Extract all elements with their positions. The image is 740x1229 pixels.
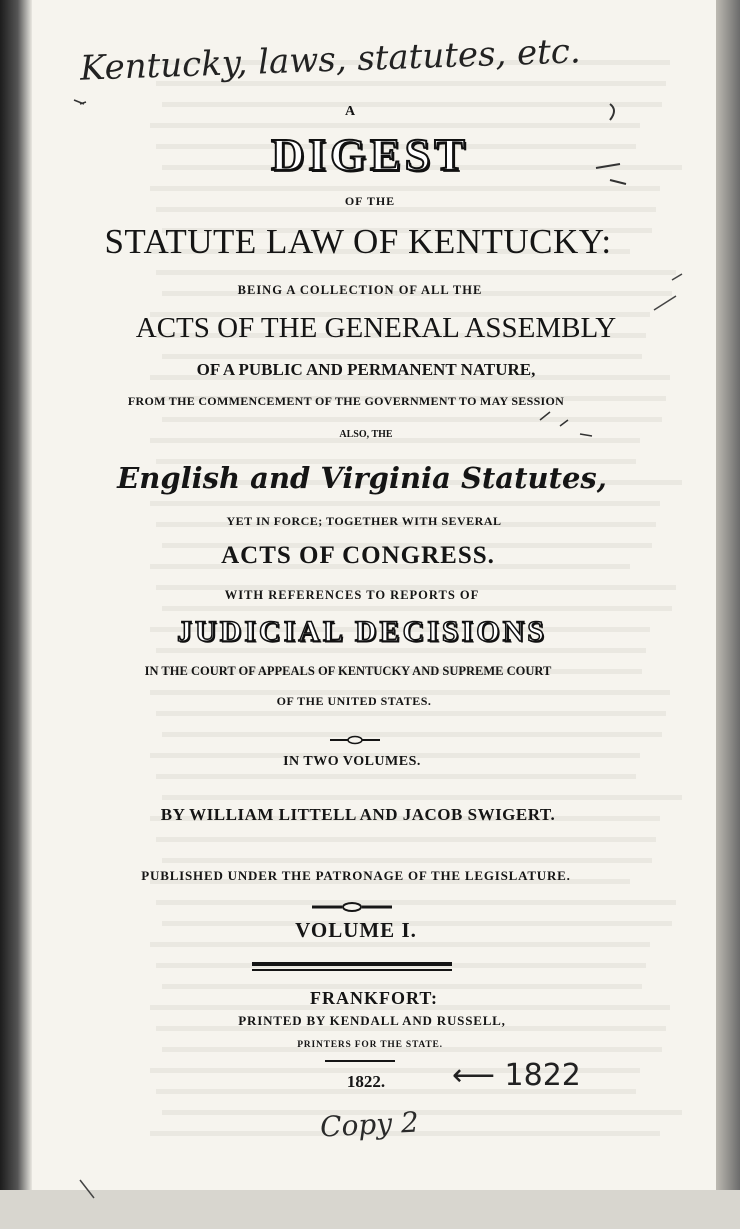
bleed-line (156, 711, 666, 716)
judicial-decisions: JUDICIAL DECISIONS (177, 615, 547, 648)
of-the-1: OF THE (344, 194, 396, 208)
bleed-line (162, 354, 642, 359)
from-commencement: FROM THE COMMENCEMENT OF THE GOVERNMENT TO MAY SESSION (127, 394, 565, 408)
bleed-line (162, 417, 662, 422)
frankfort: FRANKFORT: (309, 988, 439, 1008)
also-the: ALSO, THE (339, 429, 393, 440)
handwritten-copy-note: Copy 2 (319, 1105, 420, 1144)
of-united-states: OF THE UNITED STATES. (276, 694, 432, 708)
handwritten-catalog-note: Kentucky, laws, statutes, etc. (79, 31, 582, 89)
page-bottom-margin (0, 1190, 740, 1229)
yet-in-force: YET IN FORCE; TOGETHER WITH SEVERAL (226, 514, 502, 528)
bleed-line (162, 606, 672, 611)
double-rule-top (252, 962, 452, 966)
bleed-line (162, 795, 682, 800)
acts-of-congress: ACTS OF CONGRESS. (221, 542, 495, 569)
title-statute-law: STATUTE LAW OF KENTUCKY: (104, 222, 612, 261)
printers-for-state: PRINTERS FOR THE STATE. (297, 1040, 443, 1050)
bleed-line (156, 837, 656, 842)
bleed-line (156, 774, 636, 779)
page-right-edge (716, 0, 740, 1190)
printed-by: PRINTED BY KENDALL AND RUSSELL, (238, 1013, 506, 1028)
imprint-year: 1822. (346, 1072, 386, 1091)
bleed-line (162, 1110, 682, 1115)
ornament-rule-2 (312, 900, 392, 912)
bleed-line (162, 102, 662, 107)
public-permanent-nature: OF A PUBLIC AND PERMANENT NATURE, (196, 360, 536, 379)
english-virginia-statutes: English and Virginia Statutes, (117, 461, 607, 495)
bleed-line (150, 501, 660, 506)
volume-one: VOLUME I. (295, 918, 417, 942)
bleed-line (156, 900, 676, 905)
title-digest: DIGEST (271, 129, 469, 180)
bleed-line (162, 858, 652, 863)
in-the-court: IN THE COURT OF APPEALS OF KENTUCKY AND SUPREME COURT (144, 664, 552, 678)
ornament-rule-1 (330, 733, 380, 745)
article-a: A (344, 104, 356, 119)
in-two-volumes: IN TWO VOLUMES. (283, 754, 421, 769)
acts-general-assembly: ACTS OF THE GENERAL ASSEMBLY (135, 312, 617, 344)
with-references: WITH REFERENCES TO REPORTS OF (224, 588, 480, 602)
bleed-line (156, 270, 676, 275)
being-collection: BEING A COLLECTION OF ALL THE (237, 283, 483, 297)
handwritten-year-note: ⟵ 1822 (452, 1058, 581, 1093)
short-rule (325, 1060, 395, 1062)
bleed-line (150, 186, 660, 191)
authors: BY WILLIAM LITTELL AND JACOB SWIGERT. (160, 805, 556, 824)
published-under-patronage: PUBLISHED UNDER THE PATRONAGE OF THE LEGISLATURE. (141, 868, 571, 883)
bleed-line (162, 732, 662, 737)
double-rule-bottom (252, 969, 452, 971)
